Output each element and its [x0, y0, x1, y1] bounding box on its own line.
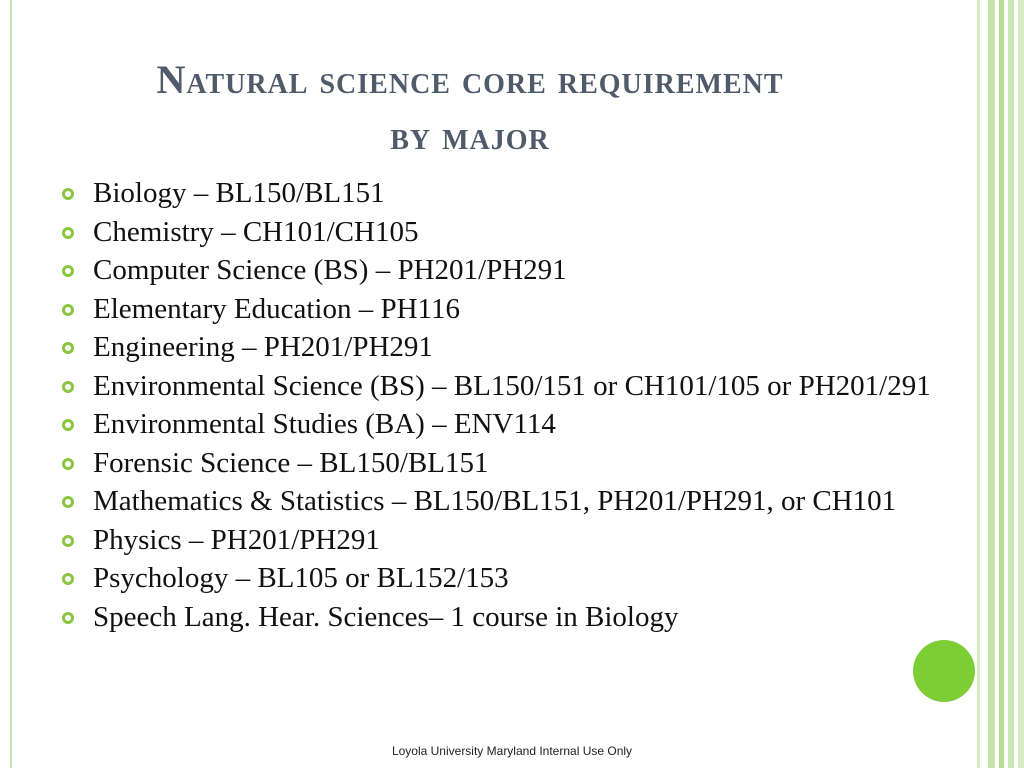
list-item: [62, 563, 962, 593]
list-item-text: Elementary Education – PH116: [93, 292, 460, 325]
ring-bullet-icon: [62, 265, 74, 277]
right-border-line: [977, 0, 980, 768]
title-line-2: by major: [390, 113, 550, 158]
list-item-text: Environmental Studies (BA) – ENV114: [93, 408, 556, 440]
ring-bullet-icon: [62, 227, 74, 239]
stripe: [1008, 0, 1014, 768]
requirements-list: [62, 178, 962, 640]
list-item-text: Physics – PH201/PH291: [93, 523, 380, 556]
list-item-text: Computer Science (BS) – PH201/PH291: [93, 254, 567, 286]
list-item-text: Environmental Science (BS) – BL150/151 or CH101/105 or PH201/291: [93, 369, 931, 402]
left-border-line: [10, 0, 12, 768]
slide-title: [40, 52, 900, 164]
ring-bullet-icon: [62, 496, 74, 508]
stripe: [1018, 0, 1024, 768]
list-item-text: Mathematics & Statistics – BL150/BL151, PH201/PH291, or CH101: [93, 485, 897, 517]
footer-text: Loyola University Maryland Internal Use Only: [391, 744, 633, 758]
stripe: [988, 0, 995, 768]
list-item-text: Chemistry – CH101/CH105: [93, 215, 419, 248]
list-item: [62, 178, 962, 208]
ring-bullet-icon: [62, 535, 74, 547]
decorative-stripes: [988, 0, 1024, 768]
list-item: [62, 525, 962, 555]
stripe: [999, 0, 1004, 768]
list-item: [62, 409, 962, 439]
list-item: [62, 486, 962, 516]
ring-bullet-icon: [62, 612, 74, 624]
list-item-text: Engineering – PH201/PH291: [93, 331, 433, 363]
list-item-text: Speech Lang. Hear. Sciences– 1 course in Biology: [93, 600, 679, 633]
ring-bullet-icon: [62, 381, 74, 393]
list-item-text: Forensic Science – BL150/BL151: [93, 446, 489, 479]
ring-bullet-icon: [62, 573, 74, 585]
ring-bullet-icon: [62, 304, 74, 316]
list-item: [62, 332, 962, 362]
ring-bullet-icon: [62, 188, 74, 200]
title-line-1: Natural science core requirement: [156, 57, 784, 102]
ring-bullet-icon: [62, 458, 74, 470]
list-item: [62, 217, 962, 247]
list-item: [62, 294, 962, 324]
ring-bullet-icon: [62, 419, 74, 431]
list-item: [62, 448, 962, 478]
list-item: [62, 255, 962, 285]
list-item: [62, 371, 962, 401]
list-item-text: Psychology – BL105 or BL152/153: [93, 562, 509, 594]
list-item: [62, 602, 962, 632]
ring-bullet-icon: [62, 342, 74, 354]
green-circle-decoration: [913, 640, 975, 702]
list-item-text: Biology – BL150/BL151: [93, 177, 385, 209]
